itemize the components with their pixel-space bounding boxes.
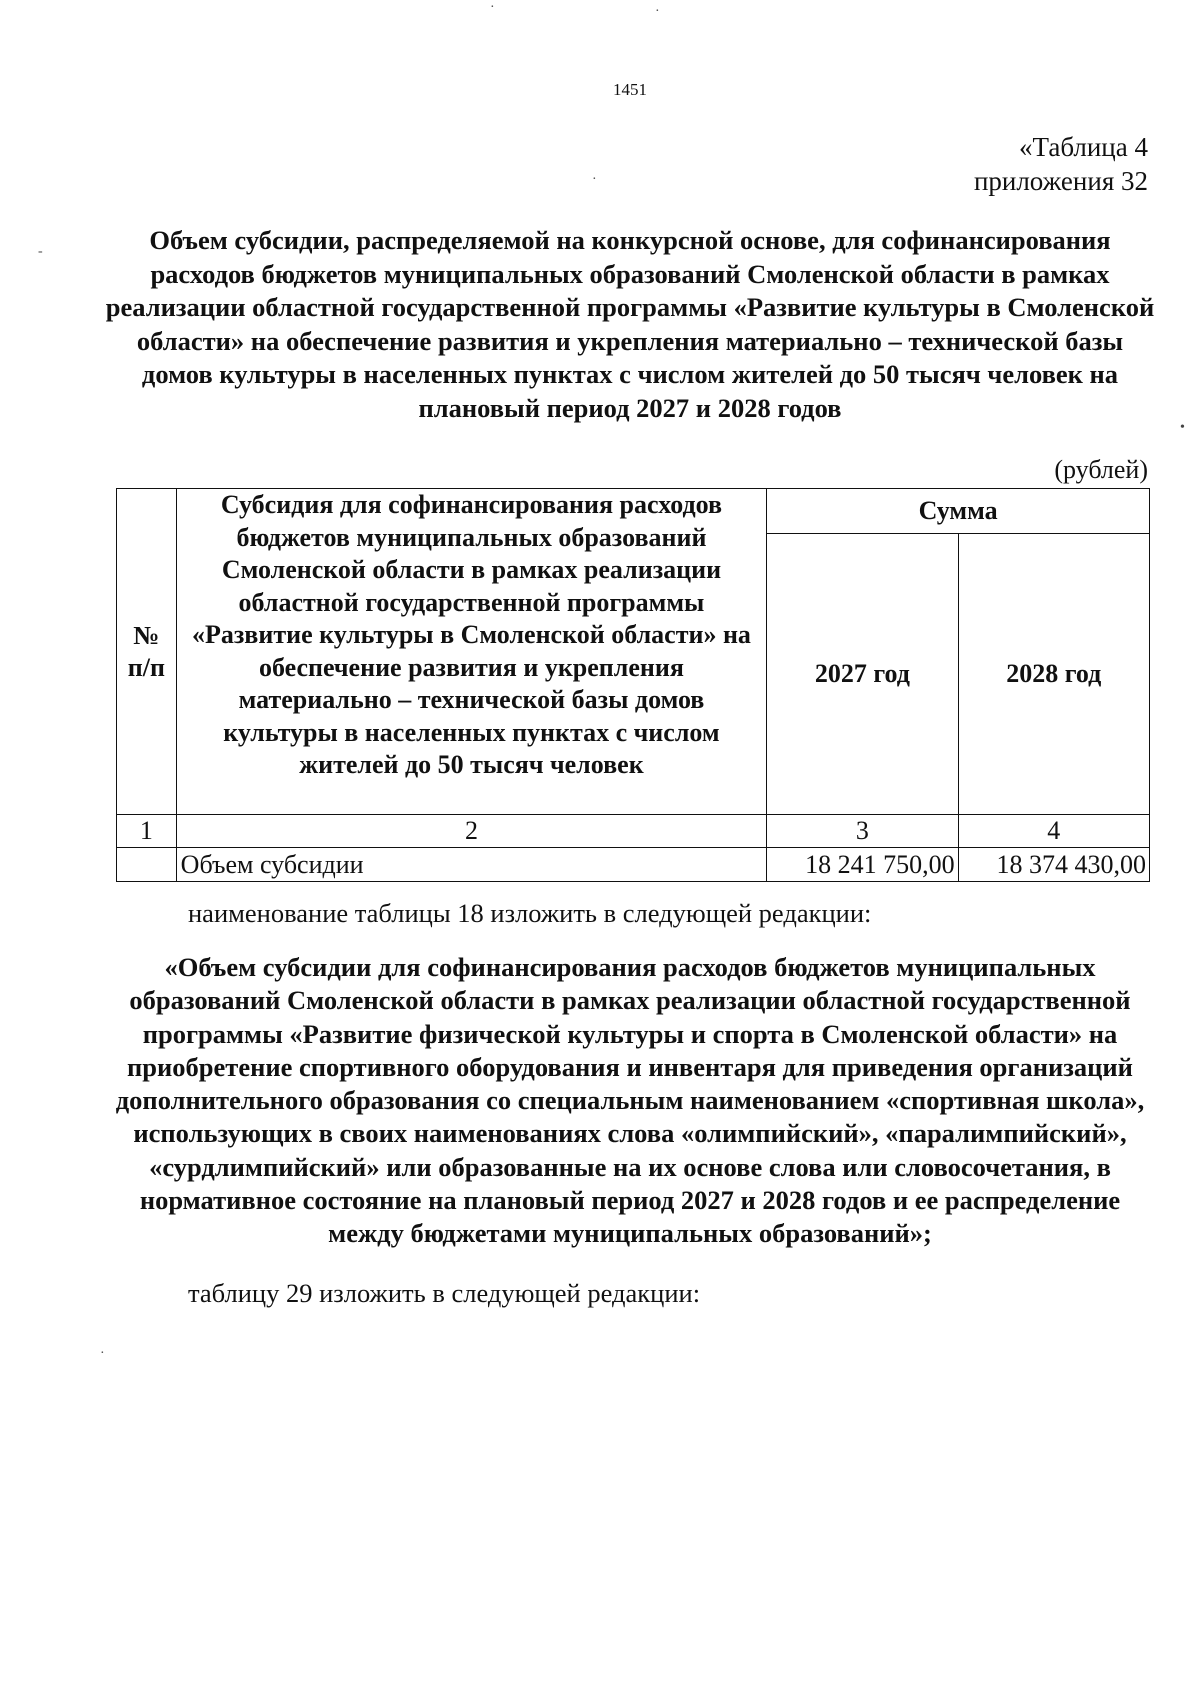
scan-speck: - (38, 244, 43, 259)
value-2028-cell: 18 374 430,00 (958, 848, 1149, 882)
table-row (117, 848, 1150, 882)
page-number: 1451 (613, 80, 647, 99)
instruction-paragraph-2: таблицу 29 изложить в следующей редакции: (188, 1278, 701, 1308)
header-subsidy-description: Субсидия для софинансирования расходов бюджетов муниципальных образований Смоленской области в рамках реализации областной государственной программы «Развитие культуры в Смоленской области» на обеспечение развития и укрепления материально – технической базы домов культуры в населенных пунктах с числом жителей до 50 тысяч человек (176, 489, 767, 815)
header-sum: Сумма (767, 489, 1150, 534)
subsidy-table (116, 488, 1150, 882)
value-2027-cell: 18 241 750,00 (767, 848, 958, 882)
table-title: Объем субсидии, распределяемой на конкурсной основе, для софинансирования расходов бюджетов муниципальных образований Смоленской области в рамках реализации областной государственной программы «Развитие культуры в Смоленской области» на обеспечение развития и укрепления материально – технической базы домов культуры в населенных пунктах с числом жителей до 50 тысяч человек на плановый период 2027 и 2028 годов (105, 225, 1155, 423)
table-reference-line2: приложения 32 (973, 166, 1148, 196)
row-name-cell: Объем субсидии (176, 848, 767, 882)
units-label: (рублей) (1054, 455, 1148, 484)
column-index: 3 (767, 815, 958, 848)
header-year-2027: 2027 год (767, 534, 958, 815)
table-18-title: «Объем субсидии для софинансирования расходов бюджетов муниципальных образований Смоленской области в рамках реализации областной государственной программы «Развитие физической культуры и спорта в Смоленской области» на приобретение спортивного оборудования и инвентаря для приведения организаций дополнительного образования со специальным наименованием «спортивная школа», использующих в своих наименованиях слова «олимпийский», «паралимпийский», «сурдлимпийский» или образованные на их основе слова или словосочетания, в нормативное состояние на плановый период 2027 и 2028 годов и ее распределение между бюджетами муниципальных образований»; (115, 952, 1145, 1249)
scan-speck: · (490, 0, 495, 15)
scan-speck: • (1180, 420, 1185, 435)
row-number-cell (117, 848, 177, 882)
scan-speck: · (655, 4, 660, 19)
column-index: 1 (117, 815, 177, 848)
column-index-row (117, 815, 1150, 848)
scan-speck: · (592, 172, 597, 187)
column-index: 4 (958, 815, 1149, 848)
header-row-number: № п/п (117, 489, 177, 815)
instruction-paragraph-1: наименование таблицы 18 изложить в следующей редакции: (188, 898, 872, 928)
scan-speck: · (100, 1346, 105, 1361)
table-reference-line1: «Таблица 4 (1019, 132, 1148, 162)
column-index: 2 (176, 815, 767, 848)
table-reference (974, 130, 1148, 198)
header-year-2028: 2028 год (958, 534, 1149, 815)
